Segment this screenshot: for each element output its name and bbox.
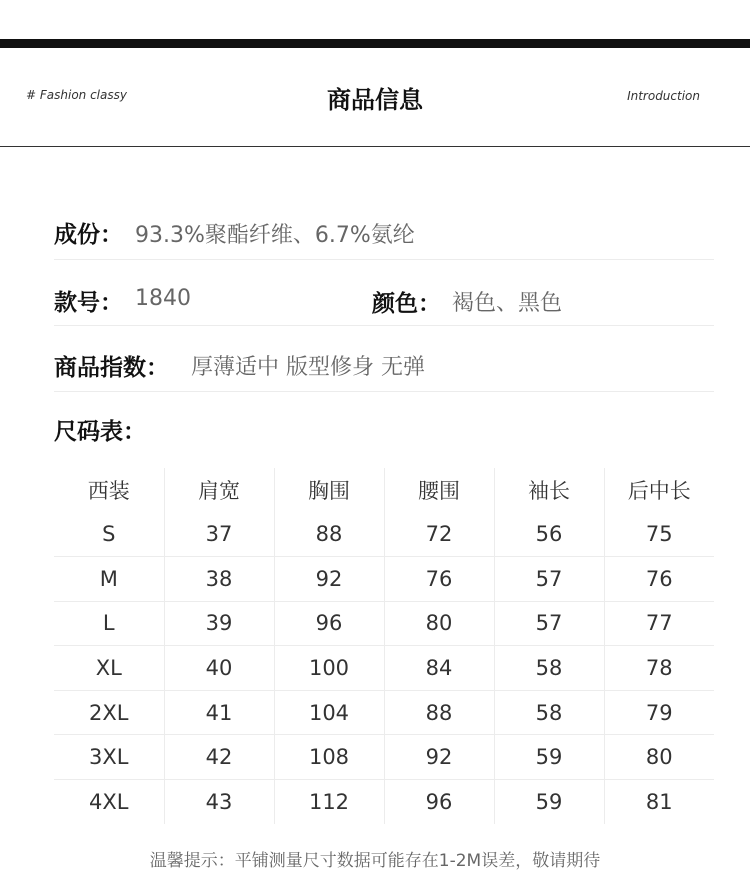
table-cell: 59 (494, 780, 604, 825)
table-cell: 40 (164, 646, 274, 691)
composition-row (54, 194, 714, 260)
table-row (54, 690, 714, 735)
column-header-back-length: 后中长 (604, 468, 714, 512)
table-cell: 37 (164, 512, 274, 557)
table-cell: 92 (384, 735, 494, 780)
table-cell: M (99, 566, 118, 591)
table-cell: 81 (604, 780, 714, 825)
size-chart-title: 尺码表： (54, 419, 146, 445)
style-color-row (54, 260, 714, 326)
header-subtitle: Introduction (627, 89, 700, 103)
table-cell: 58 (494, 646, 604, 691)
table-cell: 78 (604, 646, 714, 691)
table-cell: 112 (274, 780, 384, 825)
table-cell: 41 (164, 690, 274, 735)
table-cell: 76 (384, 557, 494, 602)
page-title: 商品信息 (327, 86, 423, 114)
table-cell: 3XL (89, 745, 129, 770)
composition-label: 成份： (54, 222, 123, 248)
table-cell: 2XL (89, 700, 129, 725)
table-cell: 100 (274, 646, 384, 691)
table-cell: 80 (604, 735, 714, 780)
style-no-label: 款号： (54, 290, 123, 316)
table-row (54, 646, 714, 691)
table-cell: 57 (494, 557, 604, 602)
composition-value: 93.3%聚酯纤维、6.7%氨纶 (135, 223, 415, 248)
table-cell: 77 (604, 601, 714, 646)
product-index-value: 厚薄适中 版型修身 无弹 (191, 355, 425, 380)
row-divider (54, 391, 714, 392)
table-cell: 59 (494, 735, 604, 780)
table-cell: 56 (494, 512, 604, 557)
table-cell: 42 (164, 735, 274, 780)
table-cell: 92 (274, 557, 384, 602)
style-no-value: 1840 (135, 286, 191, 311)
color-label: 颜色： (372, 291, 441, 317)
table-cell: 104 (274, 690, 384, 735)
table-cell: 57 (494, 601, 604, 646)
table-row (54, 780, 714, 825)
column-header-shoulder: 肩宽 (164, 468, 274, 512)
column-header-sleeve: 袖长 (494, 468, 604, 512)
top-divider-bar (0, 39, 750, 48)
color-value: 褐色、黑色 (452, 291, 563, 316)
table-cell: 79 (604, 690, 714, 735)
table-cell: 96 (384, 780, 494, 825)
column-header-waist: 腰围 (384, 468, 494, 512)
table-cell: 39 (164, 601, 274, 646)
table-cell: 108 (274, 735, 384, 780)
table-row (54, 601, 714, 646)
table-cell: XL (95, 656, 122, 681)
table-row (54, 735, 714, 780)
table-cell: 58 (494, 690, 604, 735)
table-cell: 75 (604, 512, 714, 557)
product-index-label: 商品指数： (54, 355, 169, 381)
column-header-chest: 胸围 (274, 468, 384, 512)
table-cell: 88 (384, 690, 494, 735)
table-cell: S (102, 522, 116, 547)
table-cell: 4XL (89, 790, 129, 815)
table-cell: 72 (384, 512, 494, 557)
table-row (54, 557, 714, 602)
table-cell: 96 (274, 601, 384, 646)
header-tagline: # Fashion classy (26, 88, 127, 102)
table-cell: 84 (384, 646, 494, 691)
table-cell: 88 (274, 512, 384, 557)
header-divider (0, 146, 750, 147)
measurement-note: 温馨提示：平铺测量尺寸数据可能存在1-2M误差，敬请期待 (149, 851, 601, 871)
product-index-row (54, 326, 714, 392)
table-cell: 76 (604, 557, 714, 602)
table-cell: 38 (164, 557, 274, 602)
table-cell: L (102, 611, 115, 636)
size-table-header-row (54, 468, 714, 512)
size-chart-table (54, 468, 714, 824)
table-cell: 80 (384, 601, 494, 646)
column-header-size: 西装 (87, 479, 130, 503)
table-row (54, 512, 714, 557)
table-cell: 43 (164, 780, 274, 825)
